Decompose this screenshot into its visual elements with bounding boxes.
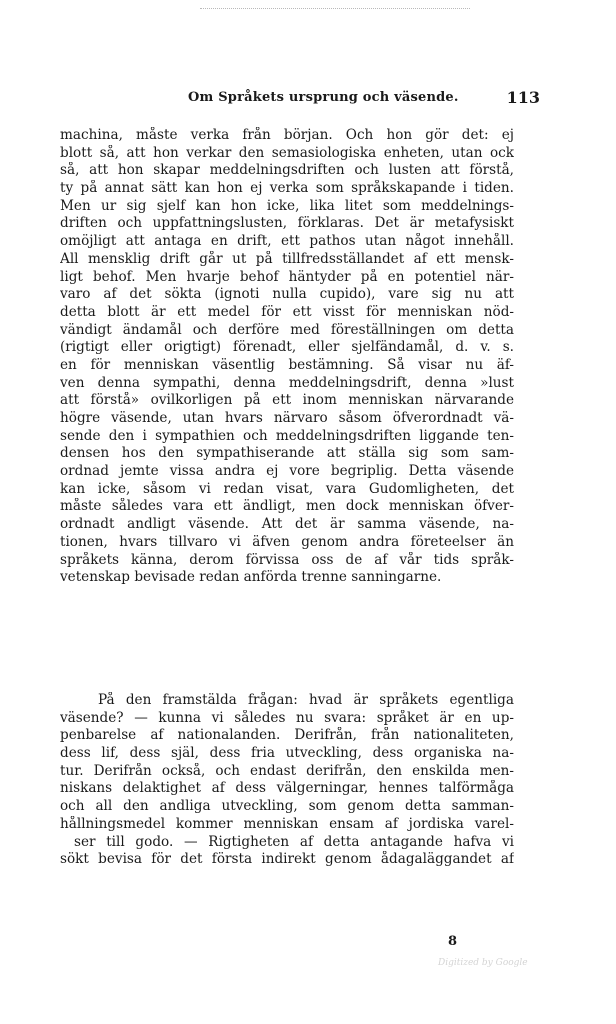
text-line: vändigt ändamål och derföre med föreställningen om detta xyxy=(60,321,514,338)
page-header xyxy=(60,90,540,110)
text-line: Men ur sig sjelf kan hon icke, lika litet som meddelnings- xyxy=(60,197,514,214)
paragraph-1 xyxy=(60,127,514,587)
paragraph-2 xyxy=(60,692,514,869)
running-title: Om Språkets ursprung och väsende. xyxy=(188,90,459,105)
signature-mark: 8 xyxy=(448,934,458,949)
text-line: vetenskap bevisade redan anförda trenne sanningarne. xyxy=(60,569,442,586)
text-line: ordnad jemte vissa andra ej vore begriplig. Detta väsende xyxy=(60,463,514,480)
text-line: så, att hon skapar meddelningsdriften och lusten att förstå, xyxy=(60,162,514,179)
text-line: ligt behof. Men hvarje behof häntyder på en potentiel när- xyxy=(60,268,514,285)
text-line: blott så, att hon verkar den semasiologiska enheten, utan ock xyxy=(60,144,514,161)
text-line: kan icke, såsom vi redan visat, vara Gudomligheten, det xyxy=(60,480,514,497)
page-number: 113 xyxy=(506,88,540,107)
text-line: varo af det sökta (ignoti nulla cupido), vare sig nu att xyxy=(60,286,514,303)
top-edge-marks xyxy=(200,8,470,11)
text-line: sökt bevisa för det första indirekt genom ådagaläggandet af xyxy=(60,851,514,868)
text-line: machina, måste verka från början. Och hon gör det: ej xyxy=(60,127,514,143)
text-line: (rigtigt eller origtigt) förenadt, eller sjelfändamål, d. v. s. xyxy=(60,339,514,356)
text-line: en för menniskan väsentlig bestämning. Så visar nu äf- xyxy=(60,356,514,373)
text-line: ven denna sympathi, denna meddelningsdrift, denna »lust xyxy=(60,374,514,391)
text-line: hållningsmedel kommer menniskan ensam af jordiska varel- xyxy=(60,815,514,832)
text-line: ser till godo. — Rigtigheten af detta antagande hafva vi xyxy=(74,833,514,850)
text-line: och all den andliga utveckling, som genom detta samman- xyxy=(60,798,514,815)
text-line: tionen, hvars tillvaro vi äfven genom andra företeelser än xyxy=(60,533,514,550)
text-line: niskans delaktighet af dess välgerningar, hennes talförmåga xyxy=(60,780,514,797)
text-line: sende den i sympathien och meddelningsdriften liggande ten- xyxy=(60,427,514,444)
text-line: väsende? — kunna vi således nu svara: språket är en up- xyxy=(60,709,514,726)
text-line: högre väsende, utan hvars närvaro såsom öfverordnadt vä- xyxy=(60,410,514,426)
text-line: språkets känna, derom förvissa oss de af vår tids språk- xyxy=(60,551,514,568)
text-line: ordnadt andligt väsende. Att det är samma väsende, na- xyxy=(60,516,514,533)
digitization-watermark: Digitized by Google xyxy=(438,958,528,968)
text-line: omöjligt att antaga en drift, ett pathos utan något innehåll. xyxy=(60,233,514,250)
text-line: All mensklig drift går ut på tillfredsställandet af ett mensk- xyxy=(60,250,514,267)
text-line: att förstå» ovilkorligen på ett inom menniskan närvarande xyxy=(60,392,514,409)
text-line: driften och uppfattningslusten, förklaras. Det är metafysiskt xyxy=(60,215,514,232)
text-line: På den framstälda frågan: hvad är språkets egentliga xyxy=(98,692,514,708)
text-line: ty på annat sätt kan hon ej verka som språkskapande i tiden. xyxy=(60,180,514,197)
text-line: detta blott är ett medel för ett visst för menniskan nöd- xyxy=(60,303,514,320)
text-line: densen hos den sympathiserande att ställa sig som sam- xyxy=(60,445,514,462)
text-line: tur. Derifrån också, och endast derifrån, den enskilda men- xyxy=(60,762,514,779)
text-line: måste således vara ett ändligt, men dock menniskan öfver- xyxy=(60,498,514,515)
text-line: penbarelse af nationalanden. Derifrån, från nationaliteten, xyxy=(60,727,514,744)
text-line: dess lif, dess själ, dess fria utveckling, dess organiska na- xyxy=(60,745,514,762)
